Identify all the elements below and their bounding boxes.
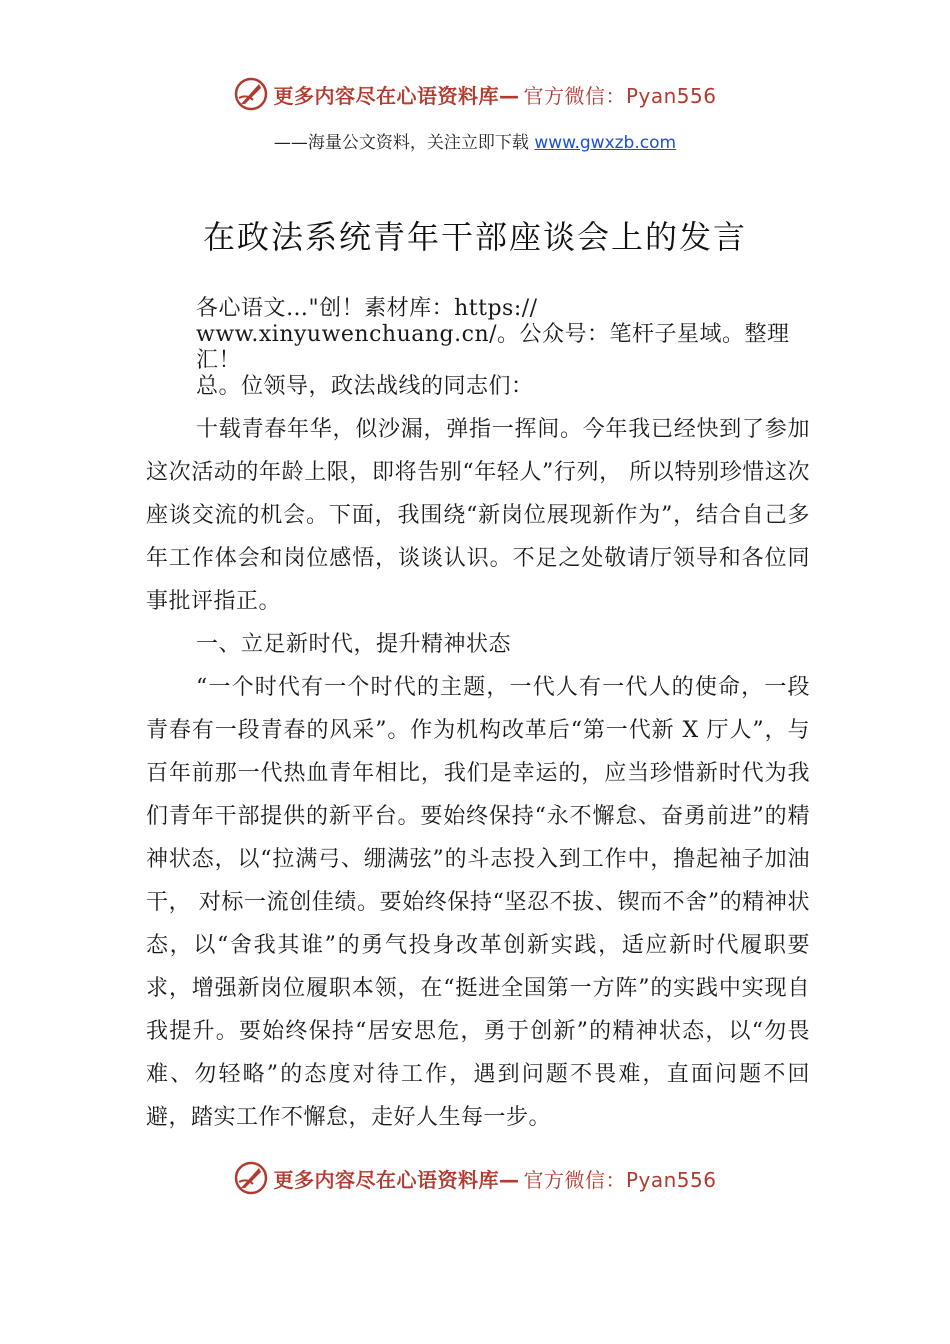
banner-wechat: 官方微信：Pyan556	[523, 83, 717, 108]
download-subline	[0, 128, 950, 153]
banner-text: 更多内容尽在心语资料库—	[273, 83, 520, 108]
footer-banner-wechat: 官方微信：Pyan556	[523, 1167, 717, 1192]
document-body	[146, 296, 810, 1139]
quill-logo-icon	[233, 76, 269, 112]
paragraph-1: 十载青春年华，似沙漏，弹指一挥间。今年我已经快到了参加这次活动的年龄上限，即将告别“年轻人”行列， 所以特别珍惜这次座谈交流的机会。下面，我围绕“新岗位展现新作为”，结合自己多年工作体会和岗位感悟，谈谈认识。不足之处敬请厅领导和各位同事批评指正。	[146, 417, 810, 614]
intro-line-2: www.xinyuwenchuang.cn/。公众号：笔杆子星域。整理汇！	[196, 322, 790, 373]
footer-banner-text: 更多内容尽在心语资料库—	[273, 1167, 520, 1192]
paragraph-2: “一个时代有一个时代的主题，一代人有一代人的使命，一段青春有一段青春的风采”。作为机构改革后“第一代新 X 厅人”，与百年前那一代热血青年相比，我们是幸运的，应当珍惜新时代为我们青年干部提供的新平台。要始终保持“永不懈怠、奋勇前进”的精神状态，以“拉满弓、绷满弦”的斗志投入到工作中，撸起袖子加油干， 对标一流创佳绩。要始终保持“坚忍不拔、锲而不舍”的精神状态，以“舍我其谁”的勇气投身改革创新实践，适应新时代履职要求，增强新岗位履职本领，在“挺进全国第一方阵”的实践中实现自我提升。要始终保持“居安思危，勇于创新”的精神状态，以“勿畏难、勿轻略”的态度对待工作，遇到问题不畏难，直面问题不回避，踏实工作不懈怠，走好人生每一步。	[146, 675, 810, 1130]
intro-line-1: 各心语文…"创！素材库：https://	[196, 296, 538, 321]
quill-logo-icon	[233, 1160, 269, 1196]
footer-banner	[0, 1156, 950, 1200]
page-title: 在政法系统青年干部座谈会上的发言	[202, 218, 747, 256]
intro-line-3: 总。位领导，政法战线的同志们：	[196, 374, 534, 399]
header-banner	[0, 72, 950, 116]
intro-block	[146, 296, 810, 400]
site-link[interactable]: www.gwxzb.com	[534, 133, 677, 153]
subline-prefix: ——海量公文资料，关注立即下载	[273, 133, 535, 153]
section-heading-1: 一、立足新时代，提升精神状态	[196, 632, 512, 657]
